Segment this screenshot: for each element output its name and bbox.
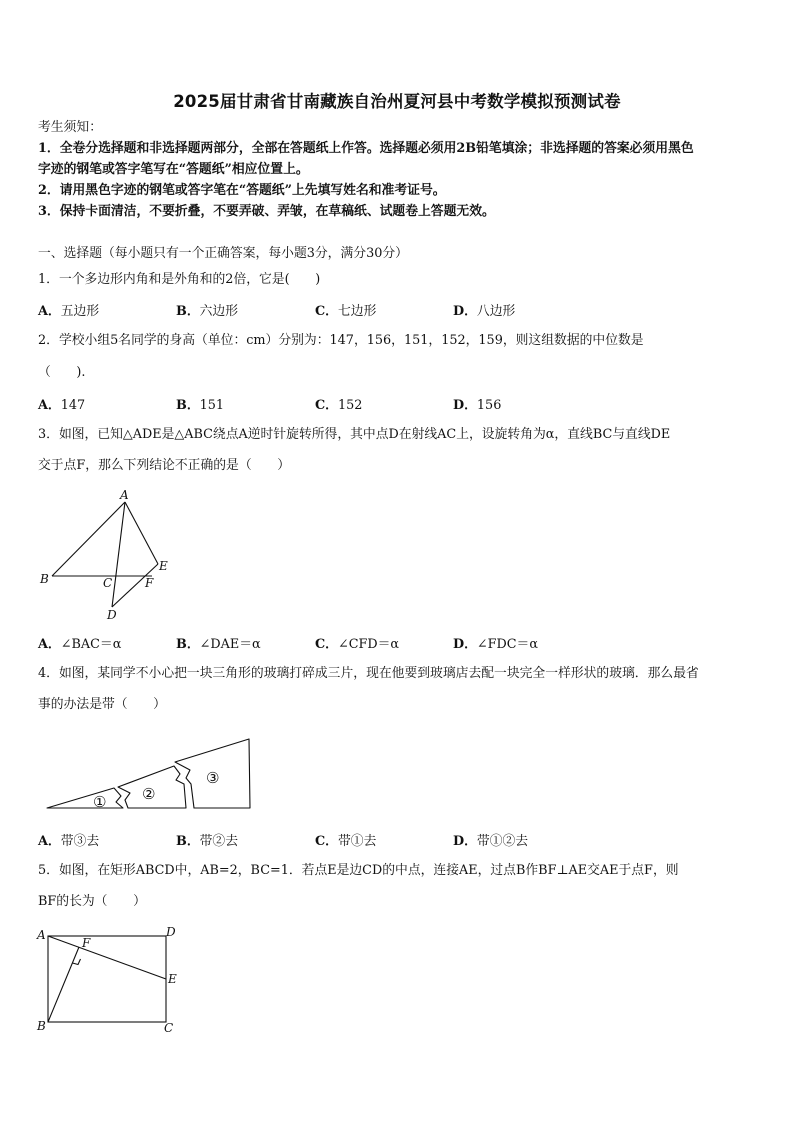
option-text: 五边形 [60, 304, 100, 319]
option-c[interactable] [315, 830, 376, 849]
option-label: C． [315, 304, 338, 319]
option-label: B． [176, 304, 200, 319]
notice-heading: 考生须知： [38, 120, 102, 135]
option-text: 带①②去 [476, 834, 529, 849]
option-label: B． [176, 637, 200, 652]
option-text: ∠DAE＝α [199, 637, 261, 652]
option-label: A． [38, 398, 61, 413]
segment-ae [125, 502, 158, 564]
option-text: 七边形 [337, 304, 377, 319]
point-label-b: B [37, 1019, 46, 1033]
notice-item-3: 3．保持卡面清洁，不要折叠，不要弄破、弄皱，在草稿纸、试题卷上答题无效。 [38, 204, 495, 219]
piece-label-2: ② [142, 785, 156, 803]
option-label: C． [315, 398, 338, 413]
segment-ae [48, 936, 166, 979]
option-a[interactable] [38, 394, 85, 413]
option-text: 147 [60, 398, 86, 413]
option-label: A． [38, 637, 61, 652]
rotation-triangle-figure [30, 486, 180, 621]
option-c[interactable] [315, 300, 376, 319]
glass-piece-1 [47, 788, 123, 808]
notice-item-1-cont: 字迹的钢笔或答字笔写在“答题纸”相应位置上。 [38, 162, 309, 177]
option-label: B． [176, 834, 200, 849]
option-a[interactable] [38, 830, 99, 849]
segment-ad [112, 502, 125, 607]
point-label-c: C [164, 1021, 174, 1035]
option-label: A． [38, 834, 61, 849]
option-d[interactable] [453, 394, 501, 413]
point-label-d: D [107, 608, 117, 622]
option-d[interactable] [453, 633, 538, 652]
question-5-stem: 5．如图，在矩形ABCD中，AB=2，BC=1．若点E是边CD的中点，连接AE，过点B作BF⊥AE交AE于点F，则 [38, 863, 679, 878]
point-label-e: E [159, 559, 168, 573]
option-label: D． [453, 834, 477, 849]
option-text: 156 [476, 398, 502, 413]
option-text: 151 [199, 398, 225, 413]
point-label-e: E [168, 972, 177, 986]
question-4-stem-cont: 事的办法是带（ ） [38, 697, 166, 712]
option-text: 八边形 [476, 304, 516, 319]
option-text: 带②去 [199, 834, 239, 849]
option-a[interactable] [38, 633, 121, 652]
option-d[interactable] [453, 830, 528, 849]
question-1-stem: 1．一个多边形内角和是外角和的2倍，它是( ) [38, 272, 321, 287]
notice-item-2: 2．请用黑色字迹的钢笔或答字笔在“答题纸”上先填写姓名和准考证号。 [38, 183, 446, 198]
option-text: 带③去 [60, 834, 100, 849]
option-label: C． [315, 637, 338, 652]
option-text: 六边形 [199, 304, 239, 319]
question-5-stem-cont: BF的长为（ ） [38, 894, 146, 909]
segment-bf [48, 947, 79, 1022]
option-label: D． [453, 304, 477, 319]
point-label-d: D [166, 925, 176, 939]
option-label: C． [315, 834, 338, 849]
option-c[interactable] [315, 633, 399, 652]
option-d[interactable] [453, 300, 515, 319]
notice-item-1: 1．全卷分选择题和非选择题两部分，全部在答题纸上作答。选择题必须用2B铅笔填涂；非选择题的答案必须用黑色 [38, 141, 694, 156]
rectangle-figure [36, 922, 186, 1034]
question-3-stem: 3．如图，已知△ADE是△ABC绕点A逆时针旋转所得，其中点D在射线AC上，设旋转角为α，直线BC与直线DE [38, 427, 671, 442]
option-text: ∠BAC＝α [60, 637, 122, 652]
broken-glass-figure [44, 736, 256, 812]
question-4-stem: 4．如图，某同学不小心把一块三角形的玻璃打碎成三片，现在他要到玻璃店去配一块完全一样形状的玻璃．那么最省 [38, 666, 699, 681]
option-label: B． [176, 398, 200, 413]
point-label-a: A [37, 928, 46, 942]
option-a[interactable] [38, 300, 99, 319]
option-c[interactable] [315, 394, 362, 413]
option-text: 152 [337, 398, 363, 413]
point-label-f: F [82, 936, 91, 950]
option-text: ∠CFD＝α [337, 637, 400, 652]
option-b[interactable] [176, 394, 224, 413]
section-heading: 一、选择题（每小题只有一个正确答案，每小题3分，满分30分） [38, 246, 408, 261]
page-title: 2025届甘肃省甘南藏族自治州夏河县中考数学模拟预测试卷 [173, 92, 621, 111]
option-text: 带①去 [337, 834, 377, 849]
option-b[interactable] [176, 633, 261, 652]
point-label-a: A [120, 488, 129, 502]
option-label: A． [38, 304, 61, 319]
point-label-c: C [103, 576, 113, 590]
point-label-b: B [40, 572, 49, 586]
question-2-stem: 2．学校小组5名同学的身高（单位：cm）分别为：147，156，151，152，159，则这组数据的中位数是 [38, 333, 644, 348]
option-b[interactable] [176, 300, 238, 319]
segment-ab [52, 502, 125, 576]
question-3-stem-cont: 交于点F，那么下列结论不正确的是（ ） [38, 458, 291, 473]
point-label-f: F [145, 576, 154, 590]
piece-label-1: ① [93, 793, 107, 811]
option-label: D． [453, 637, 477, 652]
option-label: D． [453, 398, 477, 413]
piece-label-3: ③ [206, 769, 220, 787]
option-text: ∠FDC＝α [476, 637, 538, 652]
option-b[interactable] [176, 830, 238, 849]
question-2-stem-cont: （ ). [38, 365, 86, 380]
